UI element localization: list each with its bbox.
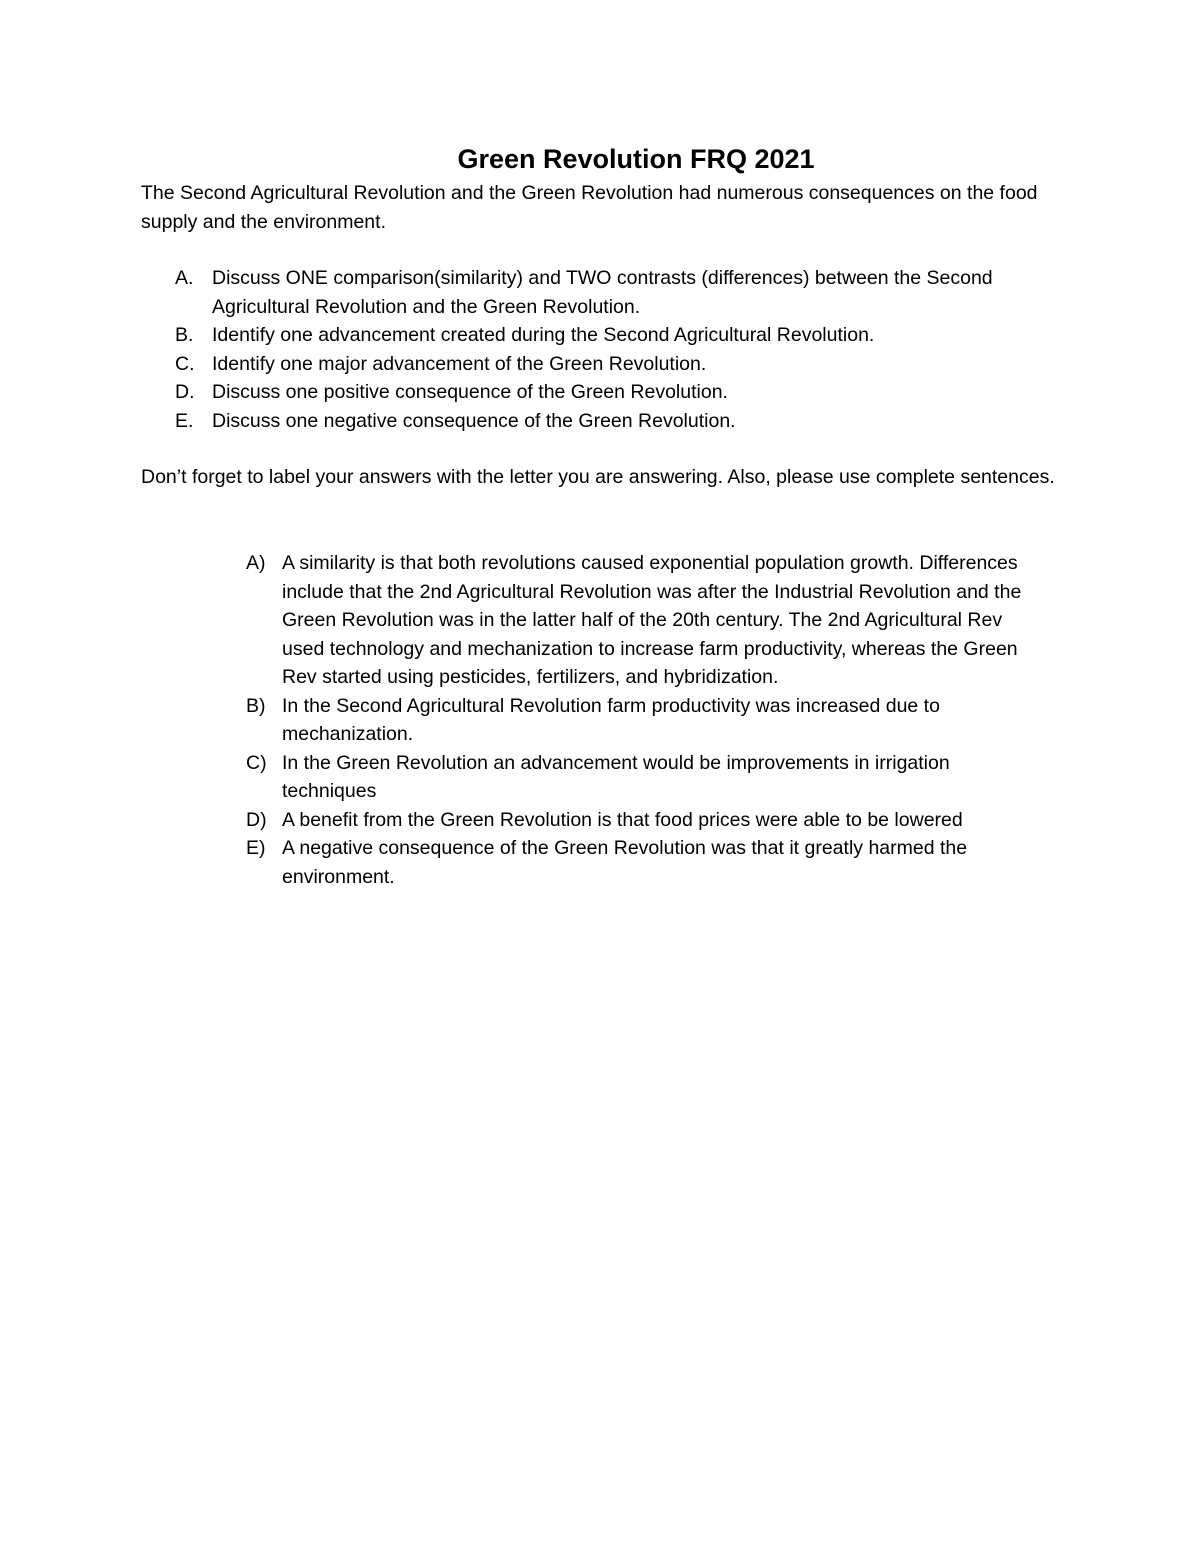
answer-item bbox=[246, 806, 1046, 835]
answer-text: A similarity is that both revolutions caused exponential population growth. Differences include that the 2nd Agricultural Revolution was after the Industrial Revolution and the Green Revolution was in the latter half of the 20th century. The 2nd Agricultural Rev used technology and mechanization to increase farm productivity, whereas the Green Rev started using pesticides, fertilizers, and hybridization. bbox=[282, 552, 1022, 688]
page-title: Green Revolution FRQ 2021 bbox=[457, 144, 815, 174]
question-text: Discuss one negative consequence of the Green Revolution. bbox=[212, 409, 736, 432]
intro-paragraph: The Second Agricultural Revolution and the Green Revolution had numerous consequences on the food supply and the environment. bbox=[141, 182, 1038, 233]
answer-marker: C) bbox=[246, 751, 267, 774]
answer-marker: E) bbox=[246, 837, 266, 859]
instructions-paragraph: Don’t forget to label your answers with the letter you are answering. Also, please use complete sentences. bbox=[141, 466, 1055, 488]
answer-text: In the Second Agricultural Revolution farm productivity was increased due to mechanization. bbox=[282, 694, 940, 745]
question-text: Identify one major advancement of the Green Revolution. bbox=[212, 352, 707, 375]
answer-item bbox=[246, 834, 1046, 891]
question-text: Discuss ONE comparison(similarity) and TWO contrasts (differences) between the Second Agricultural Revolution and the Green Revolution. bbox=[212, 267, 993, 318]
question-item bbox=[141, 264, 1061, 321]
answer-marker: A) bbox=[246, 552, 266, 574]
question-list bbox=[141, 264, 1061, 435]
question-marker: E. bbox=[175, 409, 194, 432]
answer-item bbox=[246, 549, 1046, 692]
question-marker: C. bbox=[175, 352, 195, 375]
answer-text: A negative consequence of the Green Revolution was that it greatly harmed the environment. bbox=[282, 837, 968, 888]
answer-marker: D) bbox=[246, 808, 267, 831]
question-item bbox=[141, 350, 1061, 379]
question-item bbox=[141, 321, 1061, 350]
question-text: Identify one advancement created during the Second Agricultural Revolution. bbox=[212, 324, 875, 346]
question-marker: D. bbox=[175, 381, 195, 403]
question-text: Discuss one positive consequence of the Green Revolution. bbox=[212, 381, 728, 403]
answer-item bbox=[246, 749, 1046, 806]
question-item bbox=[141, 407, 1061, 436]
answer-text: In the Green Revolution an advancement would be improvements in irrigation techniques bbox=[282, 751, 950, 802]
answer-list bbox=[246, 549, 1046, 891]
answer-text: A benefit from the Green Revolution is that food prices were able to be lowered bbox=[282, 808, 963, 831]
question-item bbox=[141, 378, 1061, 407]
answer-item bbox=[246, 692, 1046, 749]
question-marker: A. bbox=[175, 267, 194, 289]
question-marker: B. bbox=[175, 324, 194, 346]
answer-marker: B) bbox=[246, 694, 266, 717]
